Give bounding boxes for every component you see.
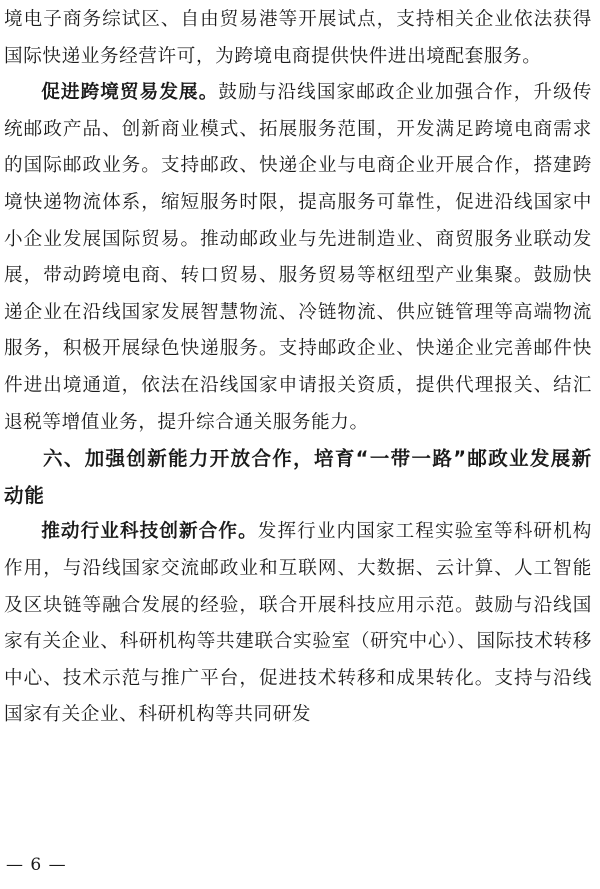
- page-number: — 6 —: [6, 855, 67, 875]
- paragraph-cross-border-trade: [4, 75, 592, 441]
- paragraph-text: 发挥行业内国家工程实验室等科研机构作用，与沿线国家交流邮政业和互联网、大数据、云计算、人工智能及区块链等融合发展的经验，联合开展科技应用示范。鼓励与沿线国家有关企业、科研机构等共建联合实验室（研究中心）、国际技术转移中心、技术示范与推广平台，促进技术转移和成果转化。支持与沿线国家有关企业、科研机构等共同研发: [4, 521, 593, 726]
- paragraph-text: 鼓励与沿线国家邮政企业加强合作，升级传统邮政产品、创新商业模式、拓展服务范围，开发满足跨境电商需求的国际邮政业务。支持邮政、快递企业与电商企业开展合作，搭建跨境快递物流体系，缩短服务时限，提高服务可靠性，促进沿线国家中小企业发展国际贸易。推动邮政业与先进制造业、商贸服务业联动发展，带动跨境电商、转口贸易、服务贸易等枢纽型产业集聚。鼓励快递企业在沿线国家发展智慧物流、冷链物流、供应链管理等高端物流服务，积极开展绿色快递服务。支持邮政企业、快递企业完善邮件快件进出境通道，依法在沿线国家申请报关资质，提供代理报关、结汇退税等增值业务，提升综合通关服务能力。: [4, 82, 592, 433]
- paragraph-lead: 推动行业科技创新合作。: [41, 521, 258, 543]
- paragraph-text: 境电子商务综试区、自由贸易港等开展试点，支持相关企业依法获得国际快递业务经营许可，为跨境电商提供快件进出境配套服务。: [4, 9, 592, 67]
- paragraph-continued: [4, 2, 592, 75]
- paragraph-lead: 促进跨境贸易发展。: [41, 82, 219, 104]
- section-heading: 六、加强创新能力开放合作，培育“一带一路”邮政业发展新动能: [4, 447, 592, 507]
- paragraph-tech-innovation: [4, 514, 592, 734]
